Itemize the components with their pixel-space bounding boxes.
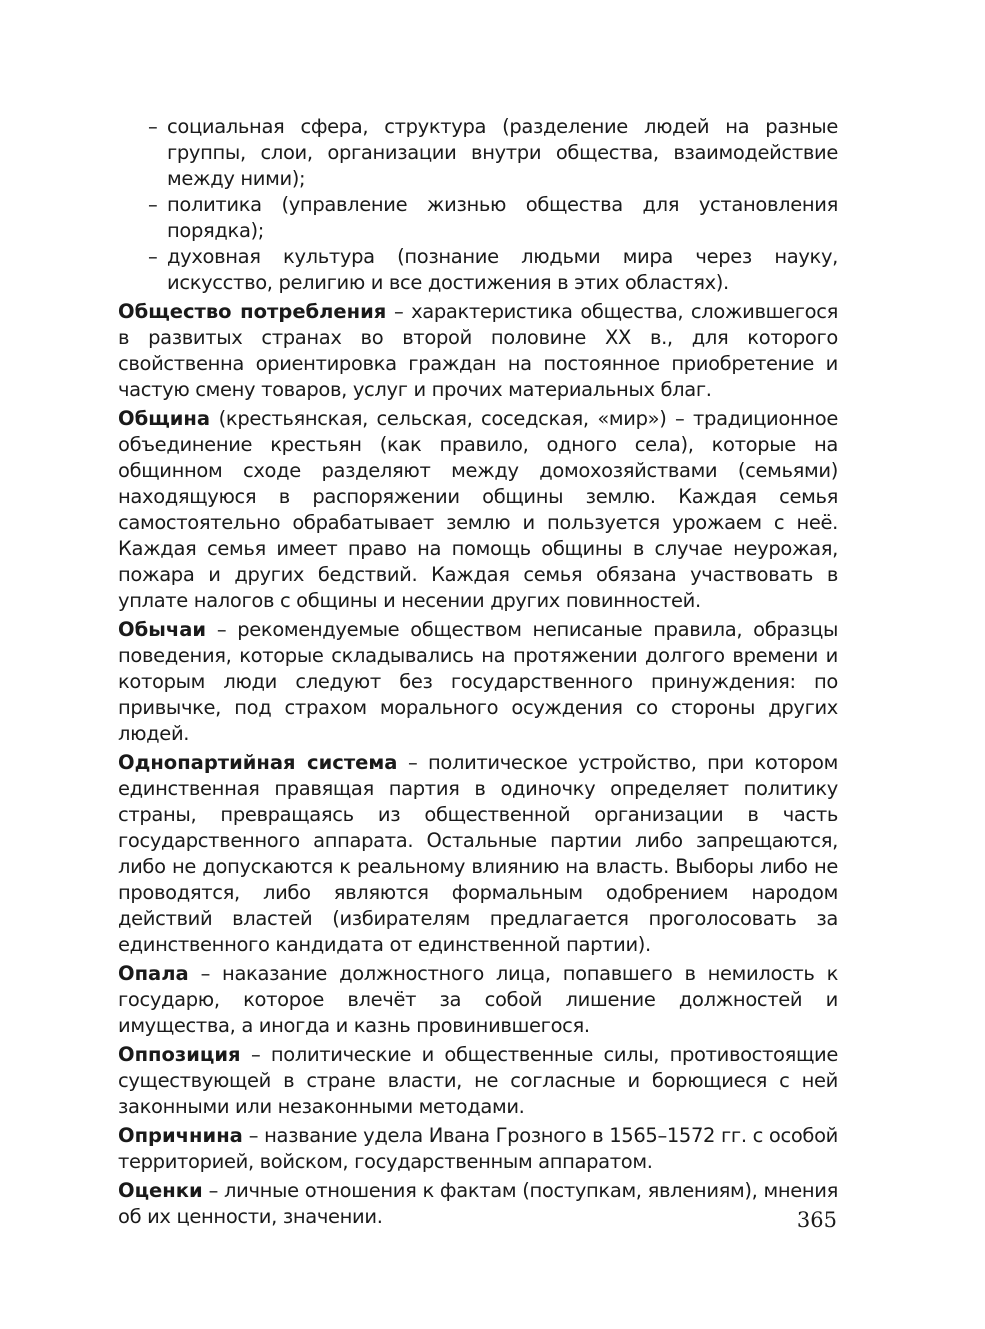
glossary-entry <box>118 961 838 1039</box>
glossary-entry <box>118 406 838 614</box>
glossary-definition: – политические и общественные силы, противостоящие существующей в стране власти, не согласные и борющиеся с ней законными или незаконными методами. <box>118 1043 838 1118</box>
list-item <box>118 192 838 244</box>
glossary-entry <box>118 750 838 958</box>
glossary-definition: – характеристика общества, сложившегося в развитых странах во второй половине XX в., для которого свойственна ориентировка граждан на постоянное приобретение и частую смену товаров, услуг и прочих материальных благ. <box>118 300 838 401</box>
glossary-definition: – название удела Ивана Грозного в 1565–1572 гг. с особой территорией, войском, государственным аппаратом. <box>118 1124 838 1173</box>
glossary-term: Однопартийная система <box>118 751 398 774</box>
bullet-dash: – <box>148 193 158 216</box>
glossary-entry <box>118 1178 838 1230</box>
glossary-term: Община <box>118 407 211 430</box>
list-item <box>118 244 838 296</box>
glossary-term: Обычаи <box>118 618 207 641</box>
glossary-definition: – наказание должностного лица, попавшего в немилость к государю, которое влечёт за собой лишение должностей и имущества, а иногда и казнь провинившегося. <box>118 962 838 1037</box>
glossary-definition: – личные отношения к фактам (поступкам, явлениям), мнения об их ценности, значении. <box>118 1179 838 1228</box>
glossary-term: Оценки <box>118 1179 203 1202</box>
glossary-entry <box>118 1123 838 1175</box>
bullet-list <box>118 114 838 296</box>
glossary-definition: – политическое устройство, при котором единственная правящая партия в одиночку определяет политику страны, превращаясь из общественной организации в часть государственного аппарата. Остальные партии либо запрещаются, либо не допускаются к реальному влиянию на власть. Выборы либо не проводятся, либо являются формальным одобрением народом действий властей (избирателям предлагается проголосовать за единственного кандидата от единственной партии). <box>118 751 838 956</box>
bullet-dash: – <box>148 115 158 138</box>
glossary-term: Опала <box>118 962 189 985</box>
glossary-term: Общество потребления <box>118 300 387 323</box>
glossary-entry <box>118 1042 838 1120</box>
glossary-definition: (крестьянская, сельская, соседская, «мир») – традиционное объединение крестьян (как правило, одного села), которые на общинном сходе разделяют между домохозяйствами (семьями) находящуюся в распоряжении общины землю. Каждая семья самостоятельно обрабатывает землю и пользуется урожаем с неё. Каждая семья имеет право на помощь общины в случае неурожая, пожара и других бедствий. Каждая семья обязана участвовать в уплате налогов с общины и несении других повинностей. <box>118 407 838 612</box>
glossary-term: Оппозиция <box>118 1043 241 1066</box>
glossary-definition: – рекомендуемые обществом неписаные правила, образцы поведения, которые складывались на протяжении долгого времени и которым люди следуют без государственного принуждения: по привычке, под страхом морального осуждения со стороны других людей. <box>118 618 838 745</box>
page-number: 365 <box>796 1208 837 1232</box>
bullet-text: духовная культура (познание людьми мира через науку, искусство, религию и все достижения в этих областях). <box>167 245 838 294</box>
page-content <box>118 114 838 1230</box>
glossary-entry <box>118 299 838 403</box>
list-item <box>118 114 838 192</box>
glossary-entry <box>118 617 838 747</box>
bullet-text: социальная сфера, структура (разделение людей на разные группы, слои, организации внутри общества, взаимодействие между ними); <box>167 115 838 190</box>
bullet-dash: – <box>148 245 158 268</box>
bullet-text: политика (управление жизнью общества для установления порядка); <box>167 193 838 242</box>
glossary-term: Опричнина <box>118 1124 243 1147</box>
